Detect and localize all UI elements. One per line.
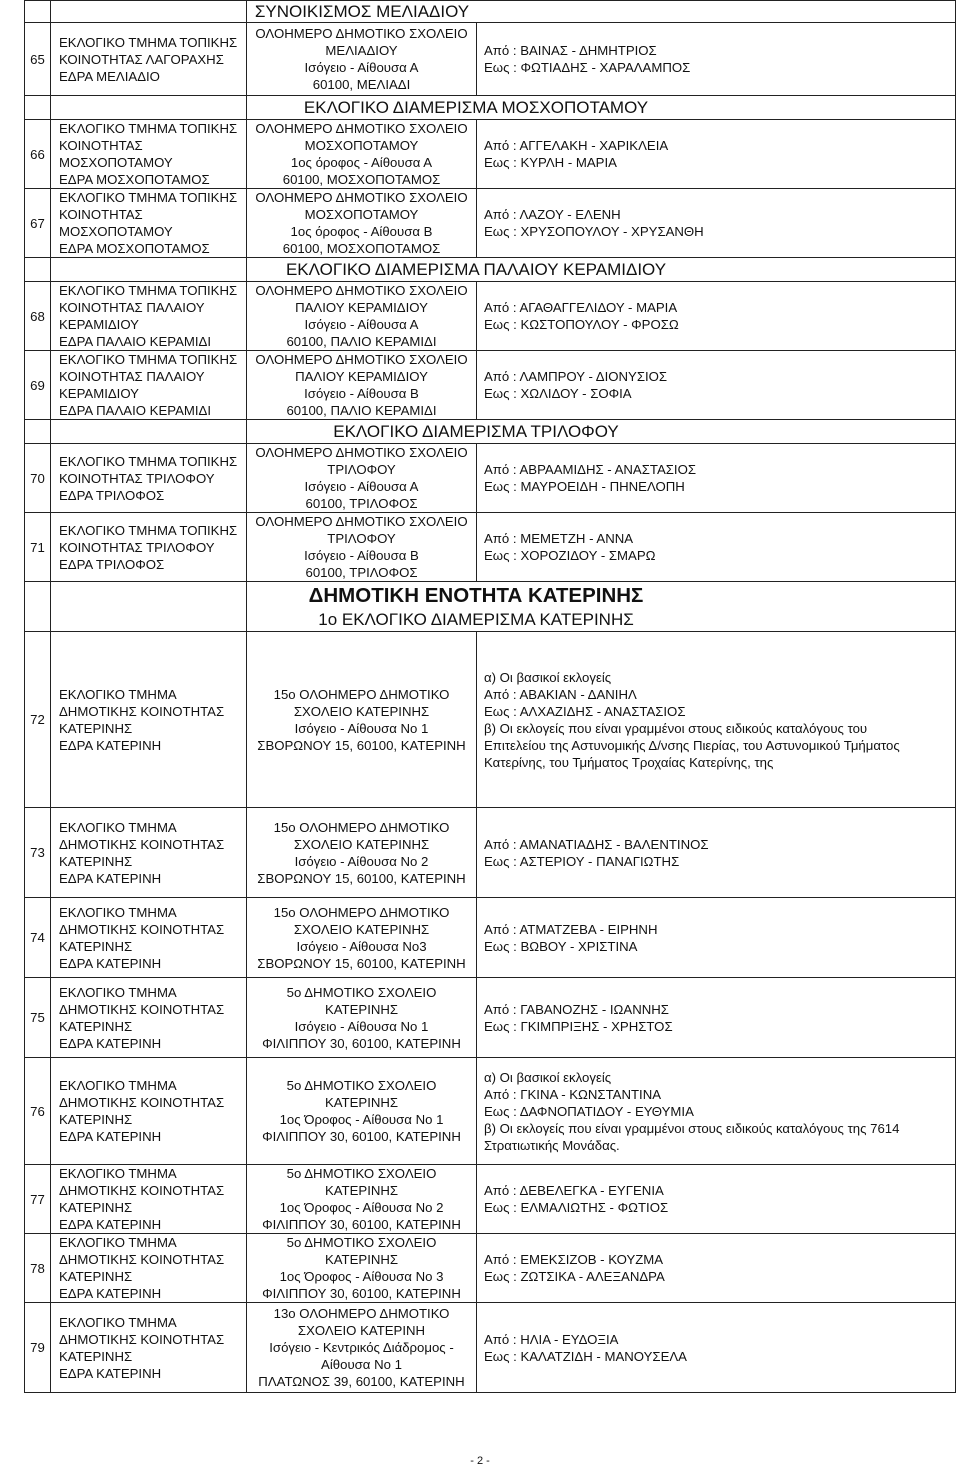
station-section: ΕΚΛΟΓΙΚΟ ΤΜΗΜΑ ΤΟΠΙΚΗΣ ΚΟΙΝΟΤΗΤΑΣ ΜΟΣΧΟΠΟΤΑΜΟΥ ΕΔΡΑ ΜΟΣΧΟΠΟΤΑΜΟΣ [51, 189, 247, 258]
table-row [25, 898, 956, 978]
voter-range: Από : ΑΒΡΑΑΜΙΔΗΣ - ΑΝΑΣΤΑΣΙΟΣ Εως : ΜΑΥΡΟΕΙΔΗ - ΠΗΝΕΛΟΠΗ [477, 444, 956, 513]
station-number: 71 [25, 513, 51, 582]
station-venue: ΟΛΟΗΜΕΡΟ ΔΗΜΟΤΙΚΟ ΣΧΟΛΕΙΟ ΜΟΣΧΟΠΟΤΑΜΟΥ 1ος όροφος - Αίθουσα Β 60100, ΜΟΣΧΟΠΟΤΑΜΟΣ [247, 189, 477, 258]
station-number: 75 [25, 978, 51, 1058]
unit-title: ΔΗΜΟΤΙΚΗ ΕΝΟΤΗΤΑ ΚΑΤΕΡΙΝΗΣ [308, 583, 644, 607]
station-section: ΕΚΛΟΓΙΚΟ ΤΜΗΜΑ ΔΗΜΟΤΙΚΗΣ ΚΟΙΝΟΤΗΤΑΣ ΚΑΤΕΡΙΝΗΣ ΕΔΡΑ ΚΑΤΕΡΙΝΗ [51, 1303, 247, 1393]
voter-range: Από : ΛΑΜΠΡΟΥ - ΔΙΟΝΥΣΙΟΣ Εως : ΧΩΛΙΔΟΥ - ΣΟΦΙΑ [477, 351, 956, 420]
station-venue: 5ο ΔΗΜΟΤΙΚΟ ΣΧΟΛΕΙΟ ΚΑΤΕΡΙΝΗΣ 1ος Όροφος - Αίθουσα Νο 1 ΦΙΛΙΠΠΟΥ 30, 60100, ΚΑΤΕΡΙΝΗ [247, 1058, 477, 1165]
voter-range: Από : ΓΑΒΑΝΟΖΗΣ - ΙΩΑΝΝΗΣ Εως : ΓΚΙΜΠΡΙΞΗΣ - ΧΡΗΣΤΟΣ [477, 978, 956, 1058]
table-row [25, 282, 956, 351]
voter-range: Από : ΔΕΒΕΛΕΓΚΑ - ΕΥΓΕΝΙΑ Εως : ΕΛΜΑΛΙΩΤΗΣ - ΦΩΤΙΟΣ [477, 1165, 956, 1234]
station-number: 70 [25, 444, 51, 513]
section-header-row [25, 1, 956, 23]
station-section: ΕΚΛΟΓΙΚΟ ΤΜΗΜΑ ΤΟΠΙΚΗΣ ΚΟΙΝΟΤΗΤΑΣ ΤΡΙΛΟΦΟΥ ΕΔΡΑ ΤΡΙΛΟΦΟΣ [51, 444, 247, 513]
table-row [25, 808, 956, 898]
station-number: 65 [25, 23, 51, 96]
station-venue: 5ο ΔΗΜΟΤΙΚΟ ΣΧΟΛΕΙΟ ΚΑΤΕΡΙΝΗΣ Ισόγειο - Αίθουσα Νο 1 ΦΙΛΙΠΠΟΥ 30, 60100, ΚΑΤΕΡΙΝΗ [247, 978, 477, 1058]
voter-range: α) Οι βασικοί εκλογείς Από : ΑΒΑΚΙΑΝ - ΔΑΝΙΗΛ Εως : ΑΛΧΑΖΙΔΗΣ - ΑΝΑΣΤΑΣΙΟΣ β) Οι εκλογείς που είναι γραμμένοι στους ειδικούς καταλόγους του Επιτελείου της Αστυνομικής Δ/νσης Πιερίας, του Αστυνομικού Τμήματος Κατερίνης, του Τμήματος Τροχαίας Κατερίνης, της [477, 632, 956, 808]
table-row [25, 1165, 956, 1234]
station-section: ΕΚΛΟΓΙΚΟ ΤΜΗΜΑ ΔΗΜΟΤΙΚΗΣ ΚΟΙΝΟΤΗΤΑΣ ΚΑΤΕΡΙΝΗΣ ΕΔΡΑ ΚΑΤΕΡΙΝΗ [51, 808, 247, 898]
voter-range: Από : ΑΓΓΕΛΑΚΗ - ΧΑΡΙΚΛΕΙΑ Εως : ΚΥΡΛΗ - ΜΑΡΙΑ [477, 120, 956, 189]
voter-range: Από : ΒΑΙΝΑΣ - ΔΗΜΗΤΡΙΟΣ Εως : ΦΩΤΙΑΔΗΣ - ΧΑΡΑΛΑΜΠΟΣ [477, 23, 956, 96]
station-venue: ΟΛΟΗΜΕΡΟ ΔΗΜΟΤΙΚΟ ΣΧΟΛΕΙΟ ΜΟΣΧΟΠΟΤΑΜΟΥ 1ος όροφος - Αίθουσα Α 60100, ΜΟΣΧΟΠΟΤΑΜΟΣ [247, 120, 477, 189]
station-venue: 5ο ΔΗΜΟΤΙΚΟ ΣΧΟΛΕΙΟ ΚΑΤΕΡΙΝΗΣ 1ος Όροφος - Αίθουσα Νο 3 ΦΙΛΙΠΠΟΥ 30, 60100, ΚΑΤΕΡΙΝΗ [247, 1234, 477, 1303]
station-section: ΕΚΛΟΓΙΚΟ ΤΜΗΜΑ ΔΗΜΟΤΙΚΗΣ ΚΟΙΝΟΤΗΤΑΣ ΚΑΤΕΡΙΝΗΣ ΕΔΡΑ ΚΑΤΕΡΙΝΗ [51, 1058, 247, 1165]
polling-stations-table [24, 0, 956, 1393]
voter-range: Από : ΑΤΜΑΤΖΕΒΑ - ΕΙΡΗΝΗ Εως : ΒΩΒΟΥ - ΧΡΙΣΤΙΝΑ [477, 898, 956, 978]
station-section: ΕΚΛΟΓΙΚΟ ΤΜΗΜΑ ΤΟΠΙΚΗΣ ΚΟΙΝΟΤΗΤΑΣ ΤΡΙΛΟΦΟΥ ΕΔΡΑ ΤΡΙΛΟΦΟΣ [51, 513, 247, 582]
station-number: 73 [25, 808, 51, 898]
table-row [25, 513, 956, 582]
station-section: ΕΚΛΟΓΙΚΟ ΤΜΗΜΑ ΤΟΠΙΚΗΣ ΚΟΙΝΟΤΗΤΑΣ ΠΑΛΑΙΟΥ ΚΕΡΑΜΙΔΙΟΥ ΕΔΡΑ ΠΑΛΑΙΟ ΚΕΡΑΜΙΔΙ [51, 351, 247, 420]
table-row [25, 1234, 956, 1303]
section-header-row [25, 258, 956, 282]
station-venue: 15ο ΟΛΟΗΜΕΡΟ ΔΗΜΟΤΙΚΟ ΣΧΟΛΕΙΟ ΚΑΤΕΡΙΝΗΣ Ισόγειο - Αίθουσα Νο 2 ΣΒΟΡΩΝΟΥ 15, 60100, ΚΑΤΕΡΙΝΗ [247, 808, 477, 898]
station-venue: 5ο ΔΗΜΟΤΙΚΟ ΣΧΟΛΕΙΟ ΚΑΤΕΡΙΝΗΣ 1ος Όροφος - Αίθουσα Νο 2 ΦΙΛΙΠΠΟΥ 30, 60100, ΚΑΤΕΡΙΝΗ [247, 1165, 477, 1234]
station-section: ΕΚΛΟΓΙΚΟ ΤΜΗΜΑ ΤΟΠΙΚΗΣ ΚΟΙΝΟΤΗΤΑΣ ΛΑΓΟΡΑΧΗΣ ΕΔΡΑ ΜΕΛΙΑΔΙΟ [51, 23, 247, 96]
voter-range: α) Οι βασικοί εκλογείς Από : ΓΚΙΝΑ - ΚΩΝΣΤΑΝΤΙΝΑ Εως : ΔΑΦΝΟΠΑΤΙΔΟΥ - ΕΥΘΥΜΙΑ β) Οι εκλογείς που είναι γραμμένοι στους ειδικούς καταλόγους της 7614 Στρατιωτικής Μονάδας. [477, 1058, 956, 1165]
station-venue: 15ο ΟΛΟΗΜΕΡΟ ΔΗΜΟΤΙΚΟ ΣΧΟΛΕΙΟ ΚΑΤΕΡΙΝΗΣ Ισόγειο - Αίθουσα Νο3 ΣΒΟΡΩΝΟΥ 15, 60100, ΚΑΤΕΡΙΝΗ [247, 898, 477, 978]
voter-range: Από : ΜΕΜΕΤΖΗ - ΑΝΝΑ Εως : ΧΟΡΟΖΙΔΟΥ - ΣΜΑΡΩ [477, 513, 956, 582]
table-row [25, 978, 956, 1058]
section-header: ΕΚΛΟΓΙΚΟ ΔΙΑΜΕΡΙΣΜΑ ΜΟΣΧΟΠΟΤΑΜΟΥ [247, 96, 956, 120]
station-number: 74 [25, 898, 51, 978]
document-page [24, 0, 955, 1393]
voter-range: Από : ΑΜΑΝΑΤΙΑΔΗΣ - ΒΑΛΕΝΤΙΝΟΣ Εως : ΑΣΤΕΡΙΟΥ - ΠΑΝΑΓΙΩΤΗΣ [477, 808, 956, 898]
station-section: ΕΚΛΟΓΙΚΟ ΤΜΗΜΑ ΔΗΜΟΤΙΚΗΣ ΚΟΙΝΟΤΗΤΑΣ ΚΑΤΕΡΙΝΗΣ ΕΔΡΑ ΚΑΤΕΡΙΝΗ [51, 898, 247, 978]
station-number: 77 [25, 1165, 51, 1234]
section-header: ΣΥΝΟΙΚΙΣΜΟΣ ΜΕΛΙΑΔΙΟΥ [247, 1, 956, 23]
table-row [25, 189, 956, 258]
voter-range: Από : ΛΑΖΟΥ - ΕΛΕΝΗ Εως : ΧΡΥΣΟΠΟΥΛΟΥ - ΧΡΥΣΑΝΘΗ [477, 189, 956, 258]
station-number: 68 [25, 282, 51, 351]
section-header-row [25, 420, 956, 444]
voter-range: Από : ΑΓΑΘΑΓΓΕΛΙΔΟΥ - ΜΑΡΙΑ Εως : ΚΩΣΤΟΠΟΥΛΟΥ - ΦΡΟΣΩ [477, 282, 956, 351]
station-venue: 13ο ΟΛΟΗΜΕΡΟ ΔΗΜΟΤΙΚΟ ΣΧΟΛΕΙΟ ΚΑΤΕΡΙΝΗ Ισόγειο - Κεντρικός Διάδρομος - Αίθουσα Νο 1 ΠΛΑΤΩΝΟΣ 39, 60100, ΚΑΤΕΡΙΝΗ [247, 1303, 477, 1393]
station-section: ΕΚΛΟΓΙΚΟ ΤΜΗΜΑ ΤΟΠΙΚΗΣ ΚΟΙΝΟΤΗΤΑΣ ΜΟΣΧΟΠΟΤΑΜΟΥ ΕΔΡΑ ΜΟΣΧΟΠΟΤΑΜΟΣ [51, 120, 247, 189]
page-number: - 2 - [470, 1455, 490, 1467]
section-header: ΕΚΛΟΓΙΚΟ ΔΙΑΜΕΡΙΣΜΑ ΠΑΛΑΙΟΥ ΚΕΡΑΜΙΔΙΟΥ [247, 258, 956, 282]
station-section: ΕΚΛΟΓΙΚΟ ΤΜΗΜΑ ΔΗΜΟΤΙΚΗΣ ΚΟΙΝΟΤΗΤΑΣ ΚΑΤΕΡΙΝΗΣ ΕΔΡΑ ΚΑΤΕΡΙΝΗ [51, 1165, 247, 1234]
station-number: 76 [25, 1058, 51, 1165]
table-row [25, 1303, 956, 1393]
station-section: ΕΚΛΟΓΙΚΟ ΤΜΗΜΑ ΔΗΜΟΤΙΚΗΣ ΚΟΙΝΟΤΗΤΑΣ ΚΑΤΕΡΙΝΗΣ ΕΔΡΑ ΚΑΤΕΡΙΝΗ [51, 632, 247, 808]
table-row [25, 444, 956, 513]
section-header: ΕΚΛΟΓΙΚΟ ΔΙΑΜΕΡΙΣΜΑ ΤΡΙΛΟΦΟΥ [247, 420, 956, 444]
section-header-row [25, 96, 956, 120]
unit-header [247, 582, 956, 632]
table-row [25, 1058, 956, 1165]
voter-range: Από : ΗΛΙΑ - ΕΥΔΟΞΙΑ Εως : ΚΑΛΑΤΖΙΔΗ - ΜΑΝΟΥΣΕΛΑ [477, 1303, 956, 1393]
station-number: 67 [25, 189, 51, 258]
station-venue: ΟΛΟΗΜΕΡΟ ΔΗΜΟΤΙΚΟ ΣΧΟΛΕΙΟ ΠΑΛΙΟΥ ΚΕΡΑΜΙΔΙΟΥ Ισόγειο - Αίθουσα Β 60100, ΠΑΛΙΟ ΚΕΡΑΜΙΔΙ [247, 351, 477, 420]
station-section: ΕΚΛΟΓΙΚΟ ΤΜΗΜΑ ΤΟΠΙΚΗΣ ΚΟΙΝΟΤΗΤΑΣ ΠΑΛΑΙΟΥ ΚΕΡΑΜΙΔΙΟΥ ΕΔΡΑ ΠΑΛΑΙΟ ΚΕΡΑΜΙΔΙ [51, 282, 247, 351]
table-row [25, 351, 956, 420]
station-number: 78 [25, 1234, 51, 1303]
station-venue: ΟΛΟΗΜΕΡΟ ΔΗΜΟΤΙΚΟ ΣΧΟΛΕΙΟ ΤΡΙΛΟΦΟΥ Ισόγειο - Αίθουσα Α 60100, ΤΡΙΛΟΦΟΣ [247, 444, 477, 513]
station-venue: ΟΛΟΗΜΕΡΟ ΔΗΜΟΤΙΚΟ ΣΧΟΛΕΙΟ ΤΡΙΛΟΦΟΥ Ισόγειο - Αίθουσα Β 60100, ΤΡΙΛΟΦΟΣ [247, 513, 477, 582]
voter-range: Από : ΕΜΕΚΣΙΖΟΒ - ΚΟΥΖΜΑ Εως : ΖΩΤΣΙΚΑ - ΑΛΕΞΑΝΔΡΑ [477, 1234, 956, 1303]
station-venue: 15ο ΟΛΟΗΜΕΡΟ ΔΗΜΟΤΙΚΟ ΣΧΟΛΕΙΟ ΚΑΤΕΡΙΝΗΣ Ισόγειο - Αίθουσα Νο 1 ΣΒΟΡΩΝΟΥ 15, 60100, ΚΑΤΕΡΙΝΗ [247, 632, 477, 808]
unit-header-row [25, 582, 956, 632]
table-row [25, 23, 956, 96]
table-row [25, 632, 956, 808]
table-row [25, 120, 956, 189]
station-number: 72 [25, 632, 51, 808]
station-number: 79 [25, 1303, 51, 1393]
station-venue: ΟΛΟΗΜΕΡΟ ΔΗΜΟΤΙΚΟ ΣΧΟΛΕΙΟ ΜΕΛΙΑΔΙΟΥ Ισόγειο - Αίθουσα Α 60100, ΜΕΛΙΑΔΙ [247, 23, 477, 96]
station-section: ΕΚΛΟΓΙΚΟ ΤΜΗΜΑ ΔΗΜΟΤΙΚΗΣ ΚΟΙΝΟΤΗΤΑΣ ΚΑΤΕΡΙΝΗΣ ΕΔΡΑ ΚΑΤΕΡΙΝΗ [51, 978, 247, 1058]
station-number: 69 [25, 351, 51, 420]
station-section: ΕΚΛΟΓΙΚΟ ΤΜΗΜΑ ΔΗΜΟΤΙΚΗΣ ΚΟΙΝΟΤΗΤΑΣ ΚΑΤΕΡΙΝΗΣ ΕΔΡΑ ΚΑΤΕΡΙΝΗ [51, 1234, 247, 1303]
unit-subtitle: 1ο ΕΚΛΟΓΙΚΟ ΔΙΑΜΕΡΙΣΜΑ ΚΑΤΕΡΙΝΗΣ [318, 609, 634, 629]
station-number: 66 [25, 120, 51, 189]
station-venue: ΟΛΟΗΜΕΡΟ ΔΗΜΟΤΙΚΟ ΣΧΟΛΕΙΟ ΠΑΛΙΟΥ ΚΕΡΑΜΙΔΙΟΥ Ισόγειο - Αίθουσα Α 60100, ΠΑΛΙΟ ΚΕΡΑΜΙΔΙ [247, 282, 477, 351]
